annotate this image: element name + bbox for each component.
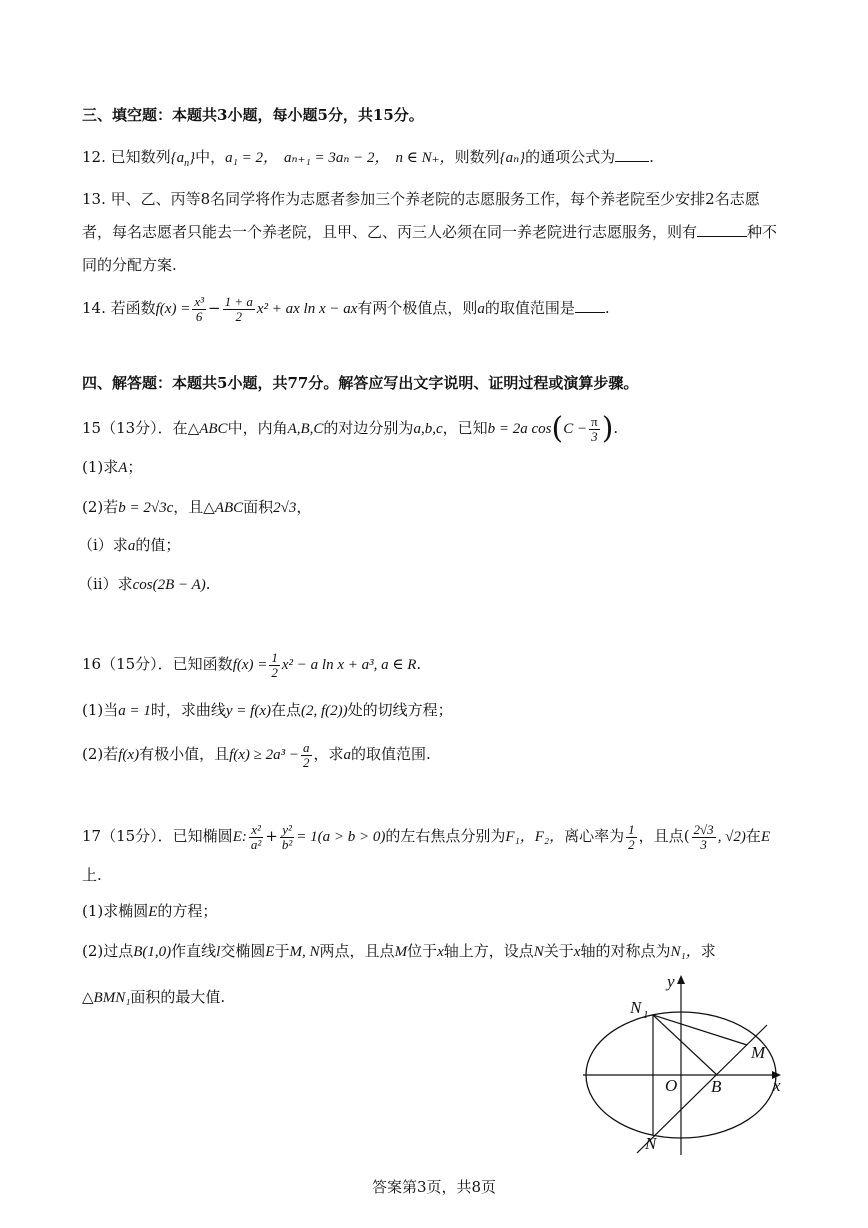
segment-n1-m [653,1015,747,1045]
q15-part-1: (1)求A； [82,458,143,476]
q12-text-2: 则数列 [454,148,500,166]
q17-part-2-cont: △BMN₁面积的最大值. [82,988,226,1006]
question-12 [82,146,654,175]
label-n: N [645,1134,657,1153]
section-4-header: 四、解答题：本题共5小题，共77分。解答应写出文字说明、证明过程或演算步骤。 [82,374,639,392]
q17-point-frac: $\frac{2√3}{3}$ [693,821,714,852]
question-14: 14. 若函数f(x) = $\frac{\text{x³}}{6}$ − $\frac{1 + a}{2}$ x² + ax ln x − ax有两个极值点，则a的取值范围是 . [82,293,610,324]
label-n1: N [630,998,642,1017]
q13-line-2: 者，每名志愿者只能去一个养老院，且甲、乙、丙三人必须在同一养老院进行志愿服务，则有 种不 [82,223,778,241]
q12-cond3: n ∈ N₊， [395,150,455,166]
q17-eccentricity-frac: $\frac{1}{2}$ [628,821,635,852]
q12-end: . [649,148,654,166]
q17-part-2: (2)过点B(1,0)作直线l交椭圆E于M, N两点，且点M位于x轴上方，设点N关于x轴的对称点为N₁，求 [82,942,716,960]
label-b: B [711,1077,722,1096]
line-l [637,1025,767,1153]
q14-frac-2: $\frac{1 + a}{2}$ [224,293,253,324]
q14-answer-blank [575,298,605,313]
question-17: 17（15分）．已知椭圆E: $\frac{\text{x²}}{\text{a²}}$ + $\frac{\text{y²}}{\text{b²}}$ = 1(a > b > 0)的左右焦点分别为F₁，F₂，离心率为 $\frac{1}{2}$ ，且点( $\frac{2√3}{3}$ , √2)在E [82,821,771,852]
q17-part-1: (1)求椭圆E的方程； [82,902,218,920]
q14-tail: x² + ax ln x − ax [256,301,358,317]
q12-seq: $\{a_n\}$ [170,150,196,169]
q17-y-frac: $\frac{\text{y²}}{\text{b²}}$ [281,821,293,852]
question-16: 16（15分）．已知函数f(x) = $\frac{1}{2}$ x² − a ln x + a³, a ∈ R. [82,649,422,680]
label-o: O [665,1076,678,1095]
q17-x-frac: $\frac{\text{x²}}{\text{a²}}$ [250,821,262,852]
label-m: M [751,1043,766,1062]
q12-text: 中， [195,148,226,166]
q14-frac-1: $\frac{\text{x³}}{6}$ [194,293,204,324]
q14-fx: f(x) = [155,301,191,317]
y-axis-arrow [677,975,685,984]
q13-line-3: 同的分配方案. [82,256,177,274]
q15-part-2-i: （i）求a的值； [78,536,181,554]
q15-part-2: (2)若b = 2√3c，且△ABC面积2√3， [82,498,312,516]
q12-answer-blank [615,147,649,162]
segment-n1-b [653,1015,717,1075]
q12-text-3: 的通项公式为 [525,148,616,166]
label-n1-sub: 1 [643,1009,649,1021]
q16-part-1: (1)当a = 1时，求曲线y = f(x)在点(2, f(2))处的切线方程； [82,701,453,719]
q15-pi-frac: $\frac{\pi}{3}$ [591,413,598,444]
page-footer: 答案第3页，共8页 [371,1178,497,1196]
q12-cond2: aₙ₊₁ = 3aₙ − 2， [283,150,390,166]
q12-intro: 12. 已知数列 [82,148,171,166]
q16-a-half-frac: $\frac{a}{2}$ [303,739,310,770]
section-3-header: 三、填空题：本题共3小题，每小题5分，共15分。 [82,106,424,124]
label-x: x [773,1076,781,1095]
q15-equation: b = 2a cos [487,421,552,437]
q12-cond1: a₁ = 2， [225,150,278,166]
q12-seq2: {aₙ} [499,150,526,166]
q13-line-1: 13. 甲、乙、丙等8名同学将作为志愿者参加三个养老院的志愿服务工作，每个养老院至少安排2名志愿 [82,190,760,208]
question-15: 15（13分）．在△ABC中，内角A,B,C的对边分别为a,b,c，已知b = 2a cos(C − $\frac{\pi}{3}$ ). [82,411,619,446]
ellipse-figure [575,965,795,1160]
q15-part-2-ii: （ii）求cos(2B − A). [78,575,211,593]
label-y: y [667,972,675,991]
q17-line-2: 上. [82,866,102,884]
q16-half-frac: $\frac{1}{2}$ [271,649,278,680]
q13-answer-blank [697,222,747,237]
q16-part-2: (2)若f(x)有极小值，且f(x) ≥ 2a³ − $\frac{a}{2}$ ，求a的取值范围. [82,739,431,770]
